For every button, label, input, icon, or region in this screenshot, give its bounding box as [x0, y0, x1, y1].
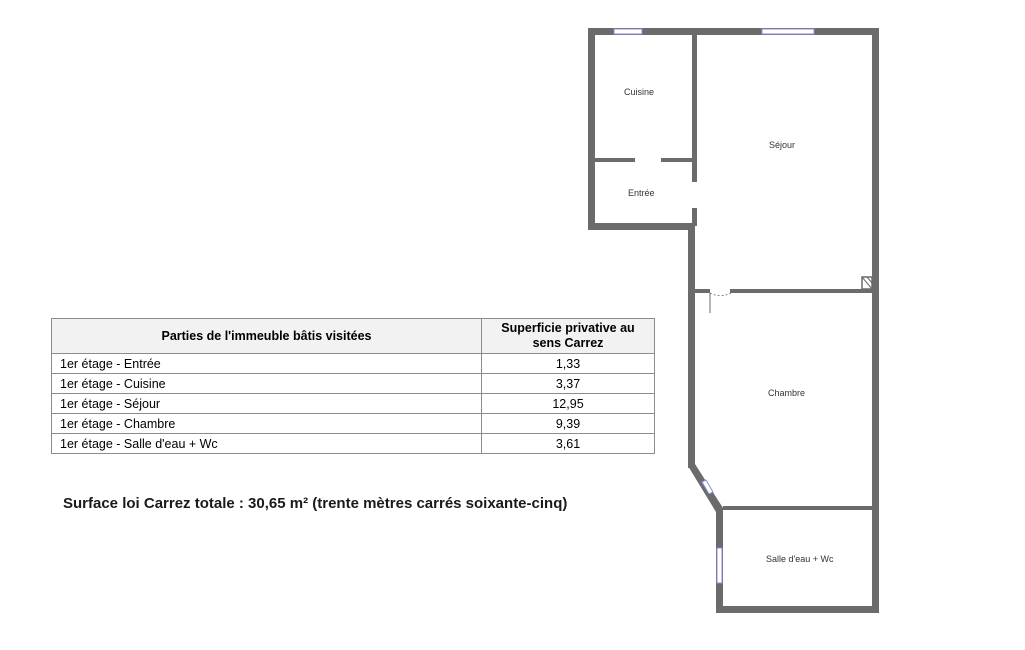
table-row — [52, 394, 655, 414]
row-area: 12,95 — [482, 394, 655, 414]
header-superficie: Superficie privative au sens Carrez — [482, 319, 655, 354]
duct-shaft — [862, 277, 872, 289]
surface-table — [51, 318, 655, 454]
table-row — [52, 434, 655, 454]
table-row — [52, 414, 655, 434]
room-label-entree: Entrée — [628, 188, 655, 198]
table-header-row — [52, 319, 655, 354]
row-part: 1er étage - Cuisine — [52, 374, 482, 394]
room-label-salle-eau: Salle d'eau + Wc — [766, 554, 834, 564]
row-area: 3,37 — [482, 374, 655, 394]
header-parties: Parties de l'immeuble bâtis visitées — [52, 319, 482, 354]
row-area: 9,39 — [482, 414, 655, 434]
row-part: 1er étage - Entrée — [52, 354, 482, 374]
row-part: 1er étage - Chambre — [52, 414, 482, 434]
room-label-sejour: Séjour — [769, 140, 796, 150]
row-part: 1er étage - Salle d'eau + Wc — [52, 434, 482, 454]
table-row — [52, 354, 655, 374]
total-surface-text: Surface loi Carrez totale : 30,65 m² (trente mètres carrés soixante-cinq) — [63, 495, 568, 512]
chambre-door — [710, 293, 731, 313]
row-area: 3,61 — [482, 434, 655, 454]
table-row — [52, 374, 655, 394]
room-label-cuisine: Cuisine — [624, 87, 655, 97]
row-part: 1er étage - Séjour — [52, 394, 482, 414]
room-label-chambre: Chambre — [768, 388, 806, 398]
row-area: 1,33 — [482, 354, 655, 374]
